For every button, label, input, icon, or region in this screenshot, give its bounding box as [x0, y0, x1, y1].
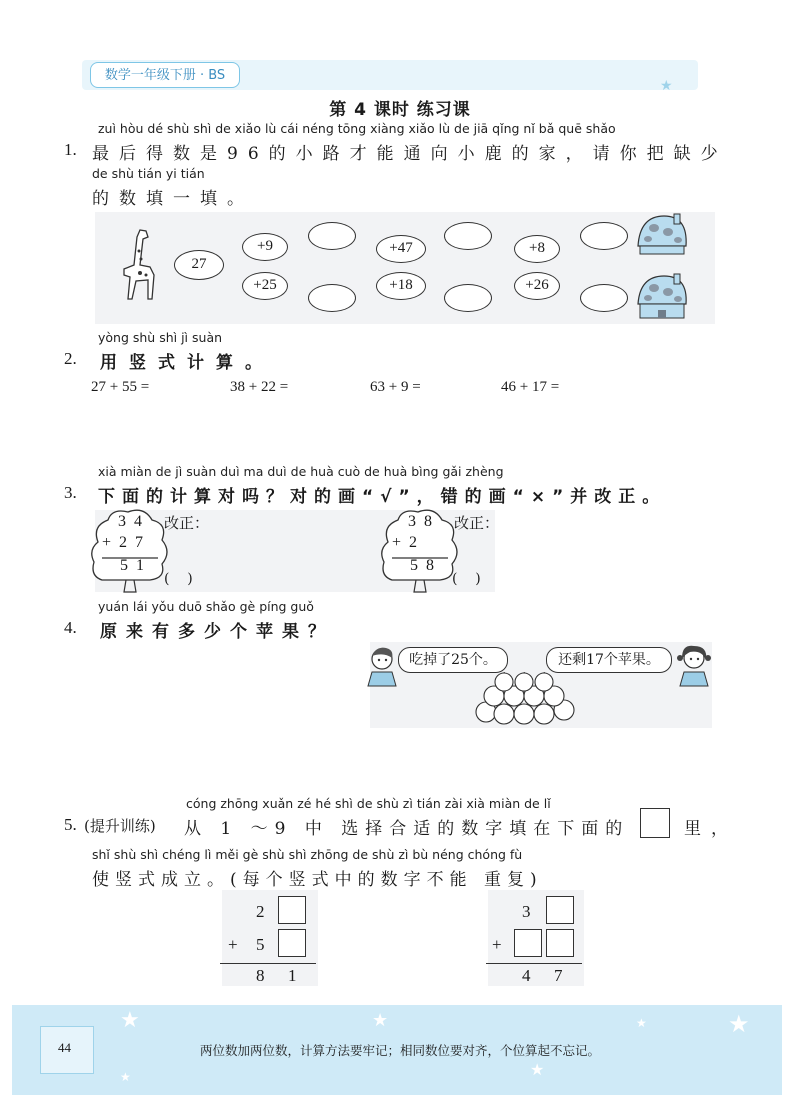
star-icon: ★	[530, 1060, 545, 1079]
calc-b-plus: +	[492, 935, 502, 954]
tree-b-mid: + 2	[392, 534, 420, 551]
calc-a-mid-digit: 5	[256, 935, 265, 954]
star-icon: ★	[728, 1010, 750, 1038]
page-number: 44	[58, 1040, 71, 1055]
equation-2: 38 + 22 =	[230, 379, 289, 395]
q3-pinyin: xià miàn de jì suàn duì ma duì de huà cuò de huà bìng gǎi zhèng	[98, 464, 504, 479]
q2-number: 2.	[64, 349, 77, 368]
calc-a-top-digit: 2	[256, 902, 265, 921]
top-op-2: +47	[376, 235, 426, 263]
star-icon: ★	[120, 1008, 140, 1033]
q3-text: 下面的计算对吗？对的画“√”，错的画“×”并改正。	[98, 487, 667, 507]
girl-icon	[676, 644, 714, 688]
giraffe-icon	[110, 225, 162, 303]
q5-line-1: 从 1 ～9 中 选择合适的数字填在下面的	[184, 819, 630, 839]
q4-number: 4.	[64, 618, 77, 637]
calc-a-box-2[interactable]	[278, 929, 306, 957]
q3-number: 3.	[64, 483, 77, 502]
star-icon: ★	[372, 1010, 389, 1031]
star-icon: ★	[636, 1016, 647, 1030]
equation-4: 46 + 17 =	[501, 379, 560, 395]
q5-pinyin-2: shǐ shù shì chéng lì měi gè shù shì zhōng de shù zì bù néng chóng fù	[92, 847, 523, 862]
speech-bubble-left: 吃掉了25个。	[398, 647, 508, 673]
q4-pinyin: yuán lái yǒu duō shǎo gè píng guǒ	[98, 599, 314, 614]
bottom-op-1: +25	[242, 272, 288, 300]
q5-number: 5.	[64, 815, 77, 834]
mushroom-house-icon	[634, 272, 690, 320]
equation-3: 63 + 9 =	[370, 379, 421, 395]
footer-tip: 两位数加两位数，计算方法要牢记；相同数位要对齐，个位算起不忘记。	[199, 1043, 600, 1058]
correct-label-a: 改正：	[164, 514, 210, 532]
calc-b-result-ones: 7	[554, 966, 563, 985]
bottom-blank-3[interactable]	[580, 284, 628, 312]
mushroom-house-icon	[634, 212, 690, 256]
q1-pinyin-2: de shù tián yi tián	[92, 166, 205, 181]
q5-line-2: 使竖式成立。(每个竖式中的数字不能 重复)	[92, 870, 543, 890]
speech-bubble-right: 还剩17个苹果。	[546, 647, 672, 673]
star-icon: ★	[120, 1070, 131, 1084]
header-stars: ★	[660, 78, 673, 94]
calc-b-box-2[interactable]	[514, 929, 542, 957]
calc-b-box-1[interactable]	[546, 896, 574, 924]
equation-1: 27 + 55 =	[91, 379, 150, 395]
calc-b-result-tens: 4	[522, 966, 531, 985]
top-op-1: +9	[242, 233, 288, 261]
answer-paren-a[interactable]: ( )	[164, 571, 193, 587]
calc-a-result-ones: 1	[288, 966, 297, 985]
q5-prefix: (提升训练)	[84, 817, 156, 835]
bottom-blank-2[interactable]	[444, 284, 492, 312]
top-blank-2[interactable]	[444, 222, 492, 250]
correct-label-b: 改正：	[454, 514, 500, 532]
q2-text: 用竖式计算。	[100, 353, 274, 373]
book-tag: 数学一年级下册 · BS	[90, 62, 240, 88]
q5-inline-box	[640, 808, 670, 838]
calc-a-box-1[interactable]	[278, 896, 306, 924]
tree-b-result: 5 8	[410, 557, 436, 574]
lesson-title: 第 4 课时 练习课	[329, 100, 471, 120]
calc-b-box-3[interactable]	[546, 929, 574, 957]
boy-icon	[366, 646, 400, 688]
calc-a-line	[220, 963, 316, 964]
q1-pinyin-1: zuì hòu dé shù shì de xiǎo lù cái néng tōng xiàng xiǎo lù de jiā qǐng nǐ bǎ quē shǎo	[98, 121, 616, 136]
q1-line-1: 最后得数是96的小路才能通向小鹿的家，请你把缺少	[92, 144, 728, 164]
tree-a-result: 5 1	[120, 557, 146, 574]
apple-pile-icon	[474, 672, 578, 728]
q1-line-2: 的数填一填。	[92, 189, 254, 209]
bottom-op-3: +26	[514, 272, 560, 300]
tree-a-top: 3 4	[118, 513, 144, 530]
top-op-3: +8	[514, 235, 560, 263]
q2-pinyin: yòng shù shì jì suàn	[98, 330, 223, 345]
bottom-blank-1[interactable]	[308, 284, 356, 312]
calc-a-result-tens: 8	[256, 966, 265, 985]
q5-line-1-end: 里，	[684, 819, 738, 839]
q1-number: 1.	[64, 140, 77, 159]
top-blank-3[interactable]	[580, 222, 628, 250]
answer-paren-b[interactable]: ( )	[452, 571, 481, 587]
calc-b-line	[486, 963, 582, 964]
calc-b-top-digit: 3	[522, 902, 531, 921]
start-number: 27	[174, 250, 224, 280]
q5-pinyin-1: cóng zhōng xuǎn zé hé shì de shù zì tián zài xià miàn de lǐ	[186, 796, 551, 811]
tree-b-top: 3 8	[408, 513, 434, 530]
calc-a-plus: +	[228, 935, 238, 954]
bottom-op-2: +18	[376, 272, 426, 300]
tree-a-mid: + 2 7	[102, 534, 146, 551]
top-blank-1[interactable]	[308, 222, 356, 250]
q4-text: 原来有多少个苹果？	[100, 622, 334, 642]
